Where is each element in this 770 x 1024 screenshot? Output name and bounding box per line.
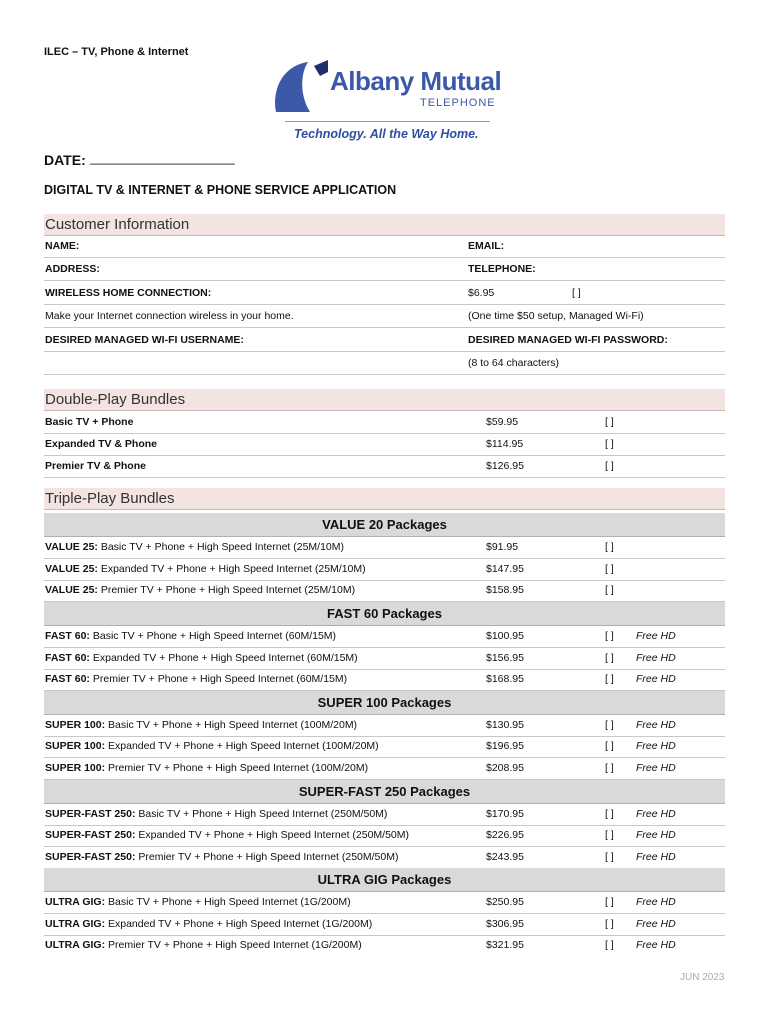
package-description: Basic TV + Phone + High Speed Internet (250M/50M) bbox=[135, 808, 388, 820]
package-description: Expanded TV + Phone + High Speed Internet (250M/50M) bbox=[135, 829, 410, 841]
package-checkbox[interactable]: [ ] bbox=[605, 541, 614, 553]
package-checkbox[interactable]: [ ] bbox=[605, 584, 614, 596]
tier-name: SUPER 100: bbox=[45, 740, 106, 752]
package-checkbox[interactable]: [ ] bbox=[605, 563, 614, 575]
package-description: Expanded TV + Phone + High Speed Internet (100M/20M) bbox=[105, 740, 379, 752]
section-title: Triple-Play Bundles bbox=[45, 490, 175, 507]
bundle-checkbox[interactable]: [ ] bbox=[605, 438, 614, 450]
package-price: $250.95 bbox=[486, 896, 524, 908]
bundle-name: Premier TV & Phone bbox=[45, 460, 146, 472]
package-row[interactable] bbox=[44, 559, 725, 581]
logo-subtitle: TELEPHONE bbox=[420, 97, 496, 109]
form-title: DIGITAL TV & INTERNET & PHONE SERVICE APPLICATION bbox=[44, 183, 397, 197]
wireless-label: WIRELESS HOME CONNECTION: bbox=[45, 287, 212, 299]
package-checkbox[interactable]: [ ] bbox=[605, 652, 614, 664]
bundle-price: $126.95 bbox=[486, 460, 524, 472]
tier-name: FAST 60: bbox=[45, 652, 90, 664]
package-checkbox[interactable]: [ ] bbox=[605, 630, 614, 642]
customer-row-name[interactable] bbox=[44, 236, 725, 258]
section-double-play bbox=[44, 389, 725, 411]
package-checkbox[interactable]: [ ] bbox=[605, 851, 614, 863]
date-label: DATE: bbox=[44, 152, 86, 168]
package-checkbox[interactable]: [ ] bbox=[605, 829, 614, 841]
package-row[interactable] bbox=[44, 626, 725, 648]
telephone-label: TELEPHONE: bbox=[468, 263, 536, 275]
package-price: $243.95 bbox=[486, 851, 524, 863]
tier-name: VALUE 25: bbox=[45, 541, 98, 553]
tier-name: FAST 60: bbox=[45, 630, 90, 642]
package-header-ultra-gig: ULTRA GIG Packages bbox=[44, 868, 725, 892]
package-row[interactable] bbox=[44, 758, 725, 780]
package-checkbox[interactable]: [ ] bbox=[605, 918, 614, 930]
customer-row-wifi-note bbox=[44, 353, 725, 375]
wireless-setup-note: (One time $50 setup, Managed Wi-Fi) bbox=[468, 310, 644, 322]
free-hd-note: Free HD bbox=[636, 939, 676, 951]
package-header-fast: FAST 60 Packages bbox=[44, 602, 725, 626]
free-hd-note: Free HD bbox=[636, 652, 676, 664]
package-description: Expanded TV + Phone + High Speed Internet (60M/15M) bbox=[89, 652, 358, 664]
package-description: Expanded TV + Phone + High Speed Internet (25M/10M) bbox=[97, 563, 366, 575]
date-field[interactable]: ____________________ bbox=[90, 150, 235, 165]
package-price: $156.95 bbox=[486, 652, 524, 664]
section-title: Customer Information bbox=[45, 216, 190, 233]
logo-divider bbox=[285, 121, 490, 122]
email-label: EMAIL: bbox=[468, 240, 505, 252]
package-price: $306.95 bbox=[486, 918, 524, 930]
tier-name: ULTRA GIG: bbox=[45, 939, 106, 951]
package-price: $321.95 bbox=[486, 939, 524, 951]
package-header-value: VALUE 20 Packages bbox=[44, 513, 725, 537]
free-hd-note: Free HD bbox=[636, 740, 676, 752]
package-price: $147.95 bbox=[486, 563, 524, 575]
package-price: $158.95 bbox=[486, 584, 524, 596]
address-label: ADDRESS: bbox=[45, 263, 100, 275]
tier-name: VALUE 25: bbox=[45, 584, 98, 596]
package-row[interactable] bbox=[44, 935, 725, 956]
package-price: $196.95 bbox=[486, 740, 524, 752]
package-description: Premier TV + Phone + High Speed Internet (25M/10M) bbox=[97, 584, 356, 596]
company-logo bbox=[270, 60, 510, 116]
package-checkbox[interactable]: [ ] bbox=[605, 762, 614, 774]
package-description: Premier TV + Phone + High Speed Internet (60M/15M) bbox=[89, 673, 348, 685]
section-customer-information bbox=[44, 214, 725, 236]
package-price: $168.95 bbox=[486, 673, 524, 685]
wireless-checkbox[interactable]: [ ] bbox=[572, 287, 581, 299]
package-description: Premier TV + Phone + High Speed Internet (250M/50M) bbox=[135, 851, 399, 863]
section-triple-play bbox=[44, 488, 725, 510]
package-row[interactable] bbox=[44, 736, 725, 758]
package-checkbox[interactable]: [ ] bbox=[605, 939, 614, 951]
package-price: $91.95 bbox=[486, 541, 519, 553]
tier-name: SUPER 100: bbox=[45, 762, 106, 774]
package-description: Basic TV + Phone + High Speed Internet (1G/200M) bbox=[105, 896, 351, 908]
package-checkbox[interactable]: [ ] bbox=[605, 896, 614, 908]
package-description: Basic TV + Phone + High Speed Internet (100M/20M) bbox=[105, 719, 358, 731]
free-hd-note: Free HD bbox=[636, 829, 676, 841]
package-row[interactable] bbox=[44, 825, 725, 847]
free-hd-note: Free HD bbox=[636, 918, 676, 930]
bundle-price: $114.95 bbox=[486, 438, 524, 450]
free-hd-note: Free HD bbox=[636, 673, 676, 685]
tier-name: ULTRA GIG: bbox=[45, 918, 106, 930]
section-title: Double-Play Bundles bbox=[45, 391, 186, 408]
package-row[interactable] bbox=[44, 847, 725, 869]
package-row[interactable] bbox=[44, 715, 725, 737]
package-row[interactable] bbox=[44, 648, 725, 670]
wireless-price: $6.95 bbox=[468, 287, 495, 299]
bundle-price: $59.95 bbox=[486, 416, 519, 428]
revision-date: JUN 2023 bbox=[680, 972, 725, 983]
package-checkbox[interactable]: [ ] bbox=[605, 740, 614, 752]
package-row[interactable] bbox=[44, 669, 725, 691]
tier-name: SUPER 100: bbox=[45, 719, 106, 731]
package-description: Premier TV + Phone + High Speed Internet (1G/200M) bbox=[105, 939, 362, 951]
tier-name: VALUE 25: bbox=[45, 563, 98, 575]
package-row[interactable] bbox=[44, 804, 725, 826]
tier-name: ULTRA GIG: bbox=[45, 896, 106, 908]
package-checkbox[interactable]: [ ] bbox=[605, 673, 614, 685]
free-hd-note: Free HD bbox=[636, 896, 676, 908]
wifi-username-label: DESIRED MANAGED WI-FI USERNAME: bbox=[45, 334, 244, 346]
double-play-row[interactable] bbox=[44, 434, 725, 456]
free-hd-note: Free HD bbox=[636, 808, 676, 820]
package-price: $100.95 bbox=[486, 630, 524, 642]
package-description: Expanded TV + Phone + High Speed Internet (1G/200M) bbox=[105, 918, 373, 930]
free-hd-note: Free HD bbox=[636, 762, 676, 774]
package-row[interactable] bbox=[44, 892, 725, 914]
package-price: $208.95 bbox=[486, 762, 524, 774]
package-row[interactable] bbox=[44, 914, 725, 936]
package-description: Basic TV + Phone + High Speed Internet (25M/10M) bbox=[97, 541, 345, 553]
package-checkbox[interactable]: [ ] bbox=[605, 719, 614, 731]
package-description: Basic TV + Phone + High Speed Internet (60M/15M) bbox=[89, 630, 337, 642]
wifi-password-label: DESIRED MANAGED WI-FI PASSWORD: bbox=[468, 334, 668, 346]
package-header-super-fast: SUPER-FAST 250 Packages bbox=[44, 780, 725, 804]
tier-name: SUPER-FAST 250: bbox=[45, 829, 136, 841]
tier-name: SUPER-FAST 250: bbox=[45, 808, 136, 820]
customer-row-wifi[interactable] bbox=[44, 330, 725, 352]
bundle-checkbox[interactable]: [ ] bbox=[605, 460, 614, 472]
package-price: $226.95 bbox=[486, 829, 524, 841]
bundle-checkbox[interactable]: [ ] bbox=[605, 416, 614, 428]
free-hd-note: Free HD bbox=[636, 851, 676, 863]
free-hd-note: Free HD bbox=[636, 630, 676, 642]
logo-mark-icon bbox=[270, 60, 334, 116]
double-play-row[interactable] bbox=[44, 456, 725, 478]
customer-row-wireless-desc bbox=[44, 306, 725, 328]
logo-name: Albany Mutual bbox=[330, 66, 502, 96]
package-price: $130.95 bbox=[486, 719, 524, 731]
wireless-description: Make your Internet connection wireless in your home. bbox=[45, 310, 294, 322]
tagline: Technology. All the Way Home. bbox=[294, 127, 479, 141]
name-label: NAME: bbox=[45, 240, 80, 252]
package-description: Premier TV + Phone + High Speed Internet (100M/20M) bbox=[105, 762, 369, 774]
package-checkbox[interactable]: [ ] bbox=[605, 808, 614, 820]
tier-name: SUPER-FAST 250: bbox=[45, 851, 136, 863]
package-price: $170.95 bbox=[486, 808, 524, 820]
double-play-row[interactable] bbox=[44, 412, 725, 434]
free-hd-note: Free HD bbox=[636, 719, 676, 731]
tier-name: FAST 60: bbox=[45, 673, 90, 685]
package-row[interactable] bbox=[44, 580, 725, 602]
package-header-super: SUPER 100 Packages bbox=[44, 691, 725, 715]
package-row[interactable] bbox=[44, 537, 725, 559]
password-length-note: (8 to 64 characters) bbox=[468, 357, 560, 369]
customer-row-address[interactable] bbox=[44, 259, 725, 281]
customer-row-wireless bbox=[44, 283, 725, 305]
bundle-name: Expanded TV & Phone bbox=[45, 438, 158, 450]
form-code-label: ILEC – TV, Phone & Internet bbox=[44, 46, 189, 58]
bundle-name: Basic TV + Phone bbox=[45, 416, 134, 428]
